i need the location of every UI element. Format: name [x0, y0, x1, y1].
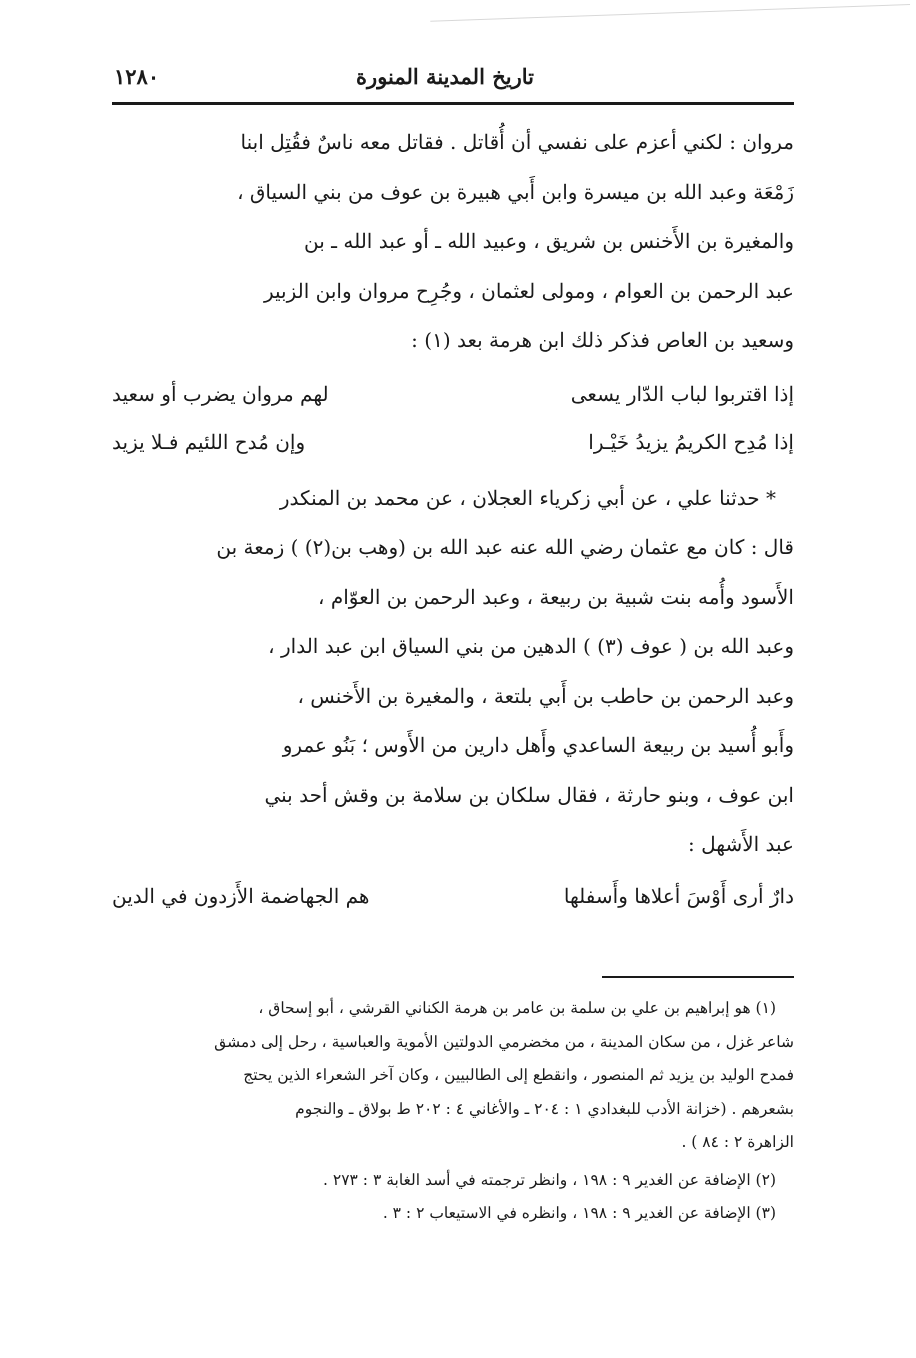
text-line: قال : كان مع عثمان رضي الله عنه عبد الله بن (وهب بن(٢) ) زمعة بن	[216, 535, 794, 559]
main-text	[112, 118, 794, 920]
paragraph-2	[112, 474, 794, 870]
text-line: مروان : لكني أعزم على نفسي أن أُقاتل . فقاتل معه ناسٌ فقُتِل ابنا	[240, 130, 794, 154]
text-line: وأَبو أُسيد بن ربيعة الساعدي وأَهل دارين من الأَوس ؛ بَنُو عمرو	[282, 733, 794, 757]
running-title: تاريخ المدينة المنورة	[356, 64, 534, 89]
footnote-line: شاعر غزل ، من سكان المدينة ، من مخضرمي الدولتين الأموية والعباسية ، رحل إلى دمشق	[214, 1032, 794, 1051]
footnote-line: فمدح الوليد بن يزيد ثم المنصور ، وانقطع إلى الطالبيين ، وكان آخر الشعراء الذين يحتج	[243, 1066, 794, 1084]
footnote-line: بشعرهم . (خزانة الأدب للبغدادي ١ : ٢٠٤ ـ والأغاني ٤ : ٢٠٢ ط بولاق ـ والنجوم	[295, 1099, 794, 1118]
text-line: والمغيرة بن الأَخنس بن شريق ، وعبيد الله ـ أو عبد الله ـ بن	[304, 229, 794, 253]
footnote-line: (١) هو إبراهيم بن علي بن سلمة بن عامر بن هرمة الكناني القرشي ، أبو إسحاق ،	[258, 999, 776, 1017]
verse-block-1	[112, 370, 794, 466]
verse-first-hemistich: دارٌ أرى أَوْسَ أعلاها وأَسفلها	[563, 883, 794, 908]
text-line: ابن عوف ، وبنو حارثة ، فقال سلكان بن سلامة بن وقش أحد بني	[264, 782, 794, 807]
verse-second-hemistich: وإن مُدح اللئيم فـلا يزيد	[112, 429, 306, 454]
footnote-2: (٢) الإضافة عن الغدير ٩ : ١٩٨ ، وانظر ترجمته في أسد الغابة ٣ : ٢٧٣ .	[323, 1170, 776, 1189]
text-line: عبد الأَشهل :	[687, 832, 794, 856]
paragraph-1	[112, 118, 794, 366]
footnote-line: الزاهرة ٢ : ٨٤ ) .	[681, 1133, 794, 1151]
text-line: زَمْعَة وعبد الله بن ميسرة وابن أَبي هبيرة بن عوف من بني السياق ،	[237, 179, 794, 204]
verse-first-hemistich: إذا مُدِح الكريمُ يزيدُ خَيْـرا	[588, 429, 794, 454]
footnote-separator	[602, 976, 794, 978]
page-number: ١٢٨٠	[114, 64, 160, 89]
verse-second-hemistich: لهم مروان يضرب أو سعيد	[112, 381, 329, 406]
footnote-3: (٣) الإضافة عن الغدير ٩ : ١٩٨ ، وانظره في الاستيعاب ٢ : ٣ .	[382, 1204, 776, 1222]
text-line: وسعيد بن العاص فذكر ذلك ابن هرمة بعد (١) :	[411, 328, 794, 352]
verse-line	[112, 418, 794, 466]
verse-line	[112, 370, 794, 418]
text-line: وعبد الرحمن بن حاطب بن أَبي بلتعة ، والمغيرة بن الأَخنس ،	[297, 683, 794, 708]
text-line: وعبد الله بن ( عوف (٣) ) الدهين من بني السياق ابن عبد الدار ،	[268, 634, 794, 658]
verse-second-hemistich: هم الجهاضمة الأَزدون في الدين	[112, 883, 370, 908]
text-line: الأَسود وأُمه بنت شبية بن ربيعة ، وعبد الرحمن بن العوّام ،	[318, 584, 794, 609]
footnote-1	[112, 992, 794, 1160]
verse-block-2	[112, 872, 794, 920]
footnotes	[112, 992, 794, 1231]
page-header	[112, 62, 794, 105]
verse-first-hemistich: إذا اقتربوا لباب الدّار يسعى	[570, 381, 794, 406]
verse-line	[112, 872, 794, 920]
text-line: * حدثنا علي ، عن أبي زكرياء العجلان ، عن محمد بن المنكدر	[279, 485, 776, 510]
scan-edge-line	[430, 4, 911, 62]
text-line: عبد الرحمن بن العوام ، ومولى لعثمان ، وجُرِح مروان وابن الزبير	[263, 278, 794, 303]
